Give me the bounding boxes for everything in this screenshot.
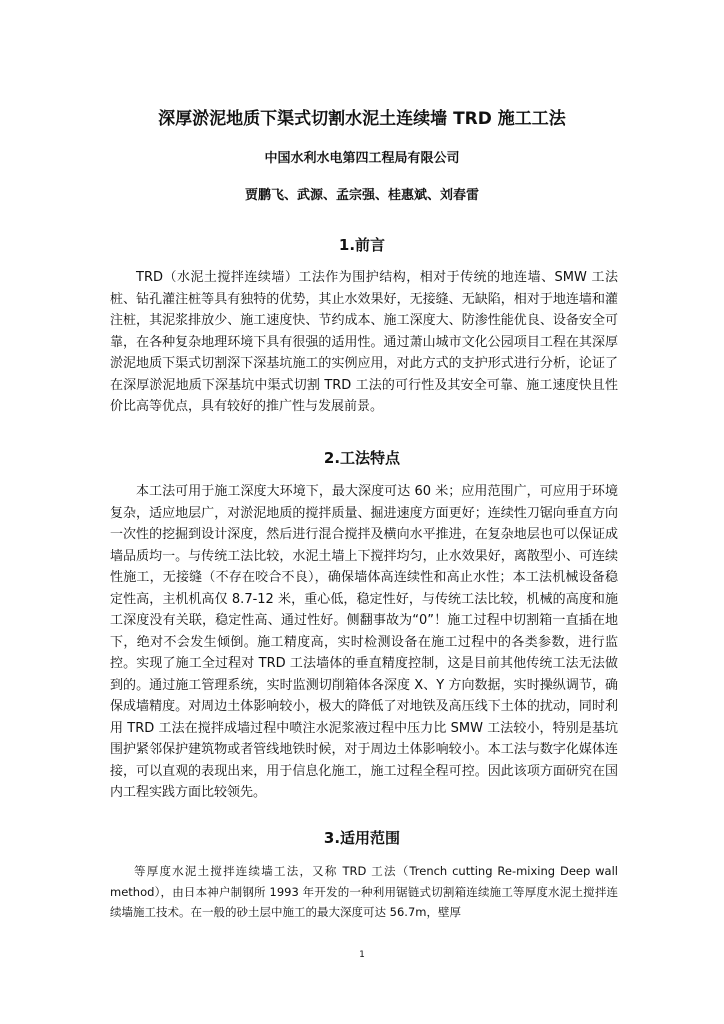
document-title: 深厚淤泥地质下渠式切割水泥土连续墙 TRD 施工工法 (158, 109, 566, 129)
page-number: 1 (359, 950, 365, 960)
section-body-scope: 等厚度水泥土搅拌连续墙工法，又称 TRD 工法（Trench cutting Re-mixing Deep wall method），由日本神户制钢所 1993 年开发的一种利用锯链式切割箱连续施工等厚度水泥土搅拌连续墙施工技术。在一般的砂土层中施工的最大深度可达 56.7m，壁厚 (110, 864, 618, 919)
author-list: 贾鹏飞、武源、孟宗强、桂惠斌、刘春雷 (244, 188, 479, 203)
section-heading-features: 2.工法特点 (323, 449, 401, 467)
section-body-features: 本工法可用于施工深度大环境下，最大深度可达 60 米；应用范围广，可应用于环境复杂，适应地层广，对淤泥地质的搅拌质量、掘进速度方面更好；连续性刀锯向垂直方向一次性的挖掘到设计深度，然后进行混合搅拌及横向水平推进，在复杂地层也可以保证成墙品质均一。与传统工法比较，水泥土墙上下搅拌均匀，止水效果好，离散型小、可连续性施工，无接缝（不存在咬合不良），确保墙体高连续性和高止水性；本工法机械设备稳定性高，主机机高仅 8.7-12 米，重心低，稳定性好，与传统工法比较，机械的高度和施工深度没有关联，稳定性高、通过性好。侧翻事故为“0”！施工过程中切割箱一直插在地下，绝对不会发生倾倒。施工精度高，实时检测设备在施工过程中的各类参数，进行监控。实现了施工全过程对 TRD 工法墙体的垂直精度控制，这是目前其他传统工法无法做到的。通过施工管理系统，实时监测切削箱体各深度 X、Y 方向数据，实时操纵调节，确保成墙精度。对周边土体影响较小，极大的降低了对地铁及高压线下土体的扰动，同时利用 TRD 工法在搅拌成墙过程中喷注水泥浆液过程中压力比 SMW 工法较小，特别是基坑围护紧邻保护建筑物或者管线地铁时候，对于周边土体影响较小。本工法与数字化媒体连接，可以直观的表现出来，用于信息化施工，施工过程全程可控。因此该项方面研究在国内工程实践方面比较领先。 (110, 484, 618, 800)
section-body-preface: TRD（水泥土搅拌连续墙）工法作为围护结构，相对于传统的地连墙、SMW 工法桩、钻孔灌注桩等具有独特的优势，其止水效果好，无接缝、无缺陷，相对于地连墙和灌注桩，其泥浆排放少、施工速度快、节约成本、施工深度大、防渗性能优良、设备安全可靠，在各种复杂地理环境下具有很强的适用性。通过萧山城市文化公园项目工程在其深厚淤泥地质下渠式切割深下深基坑施工的实例应用，对此方式的支护形式进行分析，论证了在深厚淤泥地质下深基坑中渠式切割 TRD 工法的可行性及其安全可靠、施工速度快且性价比高等优点，具有较好的推广性与发展前景。 (110, 270, 618, 414)
organization: 中国水利水电第四工程局有限公司 (264, 151, 460, 166)
section-heading-preface: 1.前言 (338, 236, 386, 254)
section-heading-scope: 3.适用范围 (323, 829, 401, 847)
